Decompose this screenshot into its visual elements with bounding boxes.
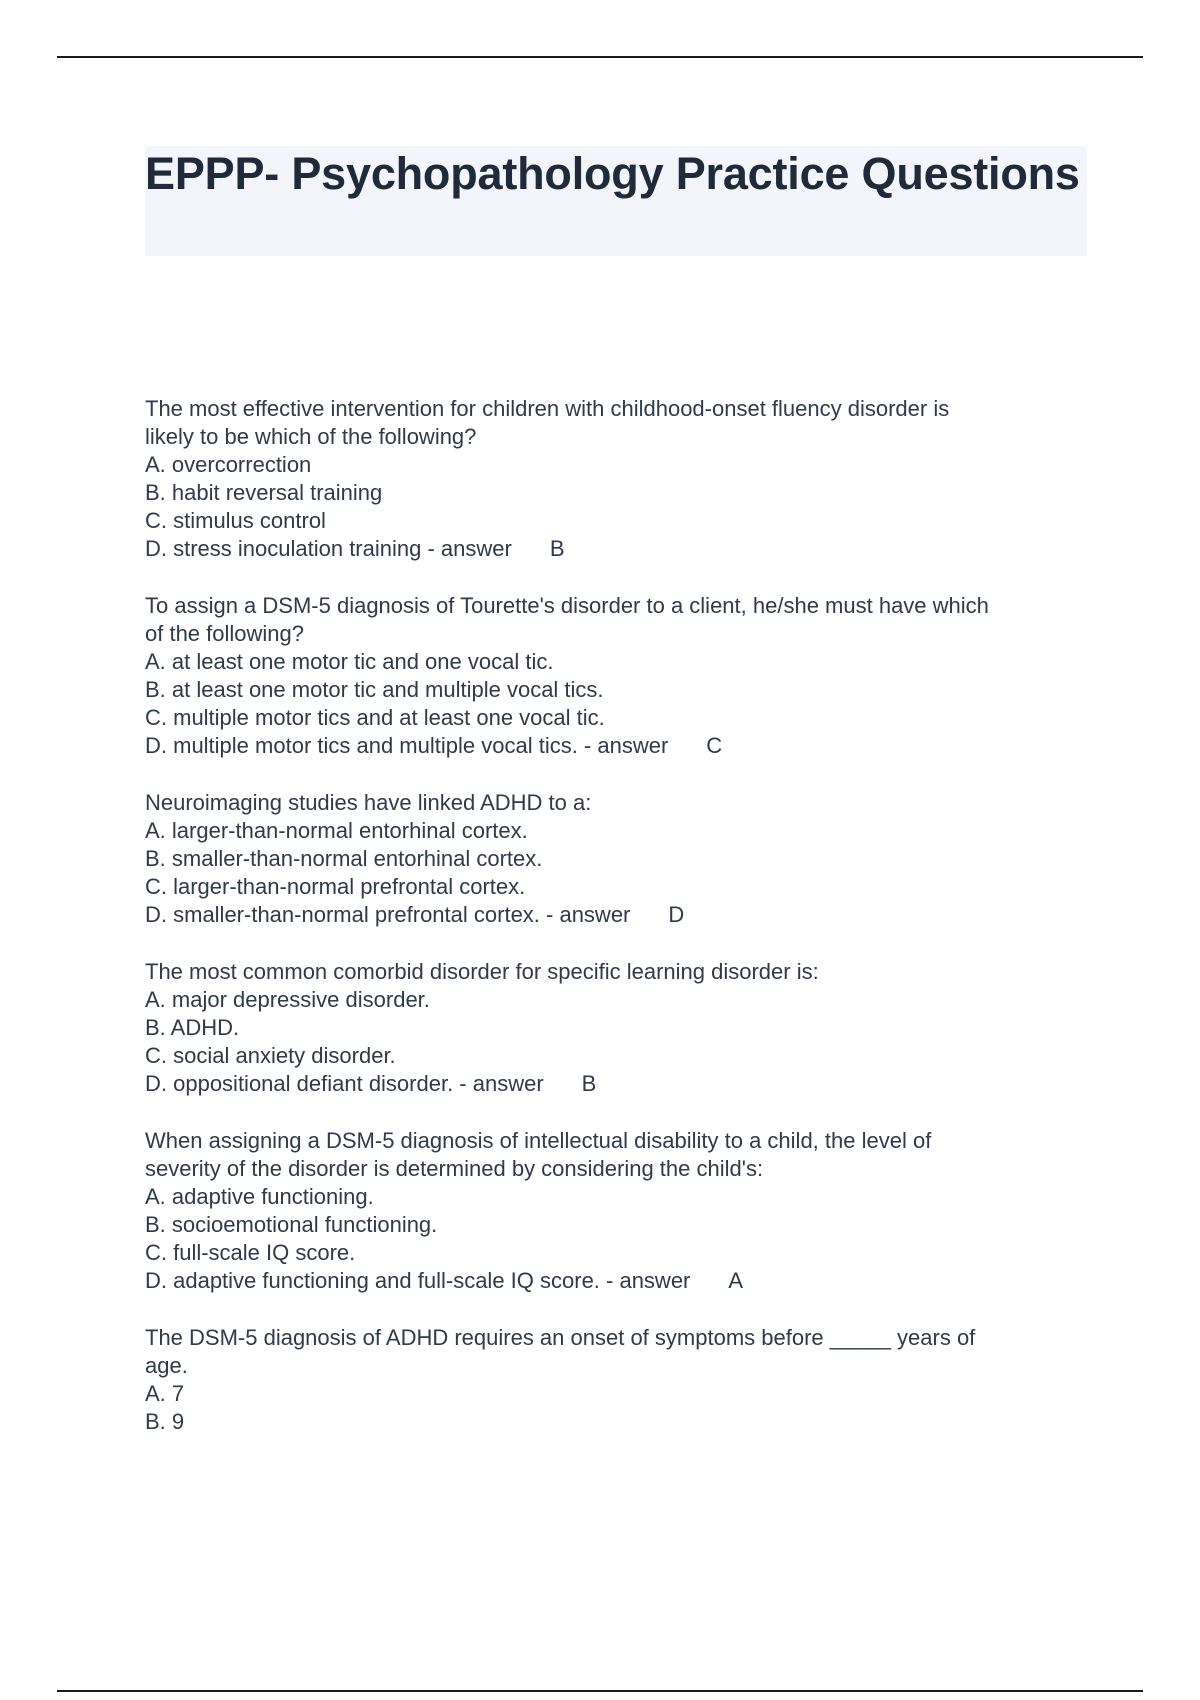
question-3-option-d [145, 901, 1105, 929]
question-5-option-d-text: D. adaptive functioning and full-scale IQ score. - answer [145, 1268, 691, 1293]
top-rule [57, 56, 1143, 58]
question-3-option-c: C. larger-than-normal prefrontal cortex. [145, 874, 526, 899]
page-title: EPPP- Psychopathology Practice Questions [145, 148, 1080, 199]
question-4-option-b: B. ADHD. [145, 1015, 240, 1040]
question-5-option-d [145, 1267, 1105, 1295]
question-2-option-c: C. multiple motor tics and at least one vocal tic. [145, 705, 605, 730]
question-3-option-b: B. smaller-than-normal entorhinal cortex. [145, 846, 543, 871]
bottom-rule [57, 1690, 1143, 1692]
question-6 [145, 1324, 1105, 1436]
question-2-option-d-text: D. multiple motor tics and multiple vocal tics. - answer [145, 733, 669, 758]
question-3-answer: D [668, 902, 685, 927]
question-4-answer: B [581, 1071, 597, 1096]
question-4-option-d [145, 1070, 1105, 1098]
question-6-option-b: B. 9 [145, 1409, 185, 1434]
question-5-stem-line-1: When assigning a DSM-5 diagnosis of intellectual disability to a child, the level of [145, 1128, 932, 1153]
question-1-answer: B [549, 536, 565, 561]
question-1-stem-line-2: likely to be which of the following? [145, 424, 477, 449]
question-5-option-b: B. socioemotional functioning. [145, 1212, 438, 1237]
question-6-stem-line-1: The DSM-5 diagnosis of ADHD requires an onset of symptoms before _____ years of [145, 1325, 976, 1350]
question-2-stem-line-1: To assign a DSM-5 diagnosis of Tourette's disorder to a client, he/she must have which [145, 593, 989, 618]
question-1-option-a: A. overcorrection [145, 452, 312, 477]
question-2-option-a: A. at least one motor tic and one vocal tic. [145, 649, 554, 674]
question-4-option-a: A. major depressive disorder. [145, 987, 430, 1012]
question-2 [145, 592, 1105, 760]
question-5-option-a: A. adaptive functioning. [145, 1184, 374, 1209]
question-3-stem-line-1: Neuroimaging studies have linked ADHD to a: [145, 790, 592, 815]
question-4 [145, 958, 1105, 1098]
question-2-option-b: B. at least one motor tic and multiple vocal tics. [145, 677, 604, 702]
question-1 [145, 395, 1105, 563]
question-1-option-d-text: D. stress inoculation training - answer [145, 536, 512, 561]
question-3-option-d-text: D. smaller-than-normal prefrontal cortex. - answer [145, 902, 631, 927]
question-2-option-d [145, 732, 1105, 760]
question-5-stem-line-2: severity of the disorder is determined by considering the child's: [145, 1156, 764, 1181]
question-5-answer: A [728, 1268, 744, 1293]
question-6-stem-line-2: age. [145, 1353, 188, 1378]
question-5-option-c: C. full-scale IQ score. [145, 1240, 356, 1265]
question-3 [145, 789, 1105, 929]
question-1-stem-line-1: The most effective intervention for children with childhood-onset fluency disorder is [145, 396, 950, 421]
question-1-option-b: B. habit reversal training [145, 480, 383, 505]
questions-list [145, 395, 1105, 1465]
question-3-option-a: A. larger-than-normal entorhinal cortex. [145, 818, 528, 843]
question-2-stem-line-2: of the following? [145, 621, 304, 646]
question-1-option-d [145, 535, 1105, 563]
question-5 [145, 1127, 1105, 1295]
question-4-option-c: C. social anxiety disorder. [145, 1043, 396, 1068]
question-4-stem-line-1: The most common comorbid disorder for specific learning disorder is: [145, 959, 819, 984]
question-2-answer: C [706, 733, 723, 758]
question-6-option-a: A. 7 [145, 1381, 185, 1406]
question-1-option-c: C. stimulus control [145, 508, 326, 533]
question-4-option-d-text: D. oppositional defiant disorder. - answer [145, 1071, 544, 1096]
